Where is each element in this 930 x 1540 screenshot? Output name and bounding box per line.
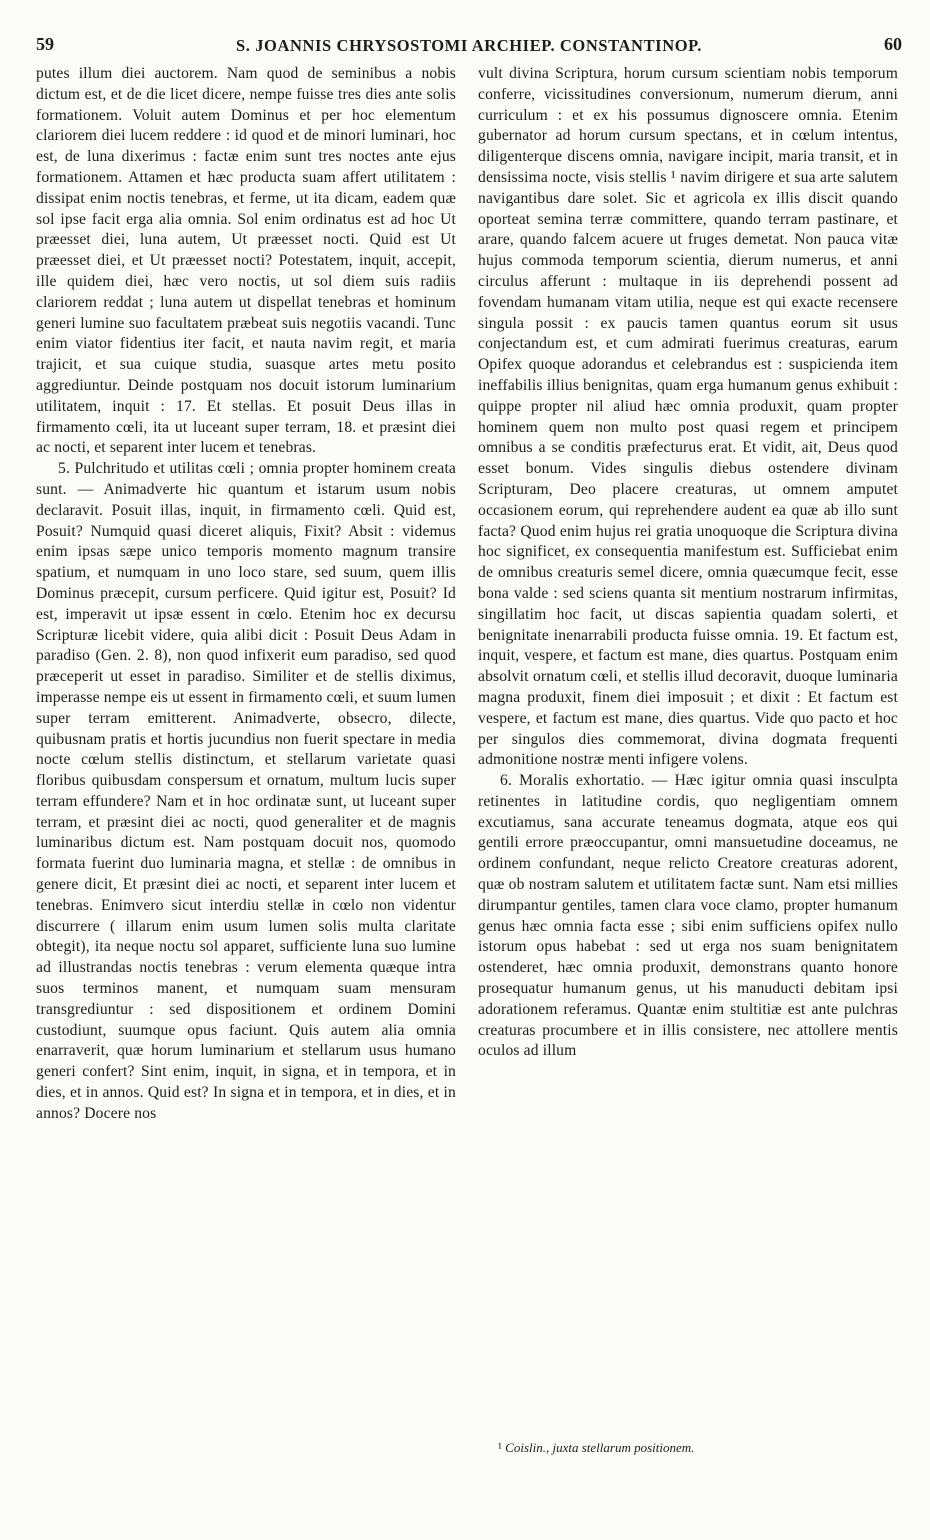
paragraph: vult divina Scriptura, horum cursum scientiam nobis temporum conferre, vicissitudines conversionum, numerum dierum, anni curriculum : et ex his possumus dignoscere omnia. Etenim gubernator ad horum cursum spectans, et in cœlum intentus, diligenterque discens omnia, navigare incipit, maria transit, et in densissima nocte, visis stellis ¹ navim dirigere et sua arte salutem navigantibus dare solet. Sic et agricola ex illis discit quando oporteat semina terræ committere, quando terram pastinare, et arare, quando falcem acuere ut fruges demetat. Non pauca vitæ hujus commoda temporum scientia, dierum numerus, et anni circulus afferunt : multaque in iis deprehendi possent ad fovendam humanam vitam utilia, neque est qui exacte recensere singula possit : ex paucis tamen quantus eorum sit usus conjectandum est, et cum admirati fuerimus creaturas, earum Opifex quoque adorandus et celebrandus est : suspicienda item ineffabilis illius benignitas, quam erga humanum genus exhibuit : quippe propter nil aliud hæc omnia produxit, quam propter hominem quem non multo post quasi regem et principem omnibus a se conditis præfecturus erat. Et vidit, ait, Deus quod esset bonum. Vides singulis diebus ostendere divinam Scripturam, Deo placere creaturas, ut omnem amputet occasionem eorum, qui reprehendere audent ea quæ ab illo sunt facta? Quod enim hujus rei gratia unoquoque die Scriptura divina hoc significet, ex consequentia manifestum est. Sufficiebat enim de omnibus creaturis semel dicere, omnia quæcumque fecit, esse bona valde : sed sciens quanta sit mentium nostrarum infirmitas, singillatim hoc facit, ut discas sapientia quadam solerti, et benignitate inenarrabili producta fuisse omnia. 19. Et factum est, inquit, vespere, et factum est mane, dies quartus. Postquam enim absolvit ornatum cœli, et stellis illud decoravit, duoque luminaria magna produxit, finem diei imposuit ; et dixit : Et factum est vespere, et factum est mane, dies quartus. Vide quo pacto et hoc per singulos dies commemorat, divina dogmata frequenti admonitione nostræ menti infigere volens. [478, 65, 898, 769]
paragraph: 5. Pulchritudo et utilitas cœli ; omnia propter hominem creata sunt. — Animadverte hic quantum et istarum usum nobis declaravit. Posuit illas, inquit, in firmamento cœli. Quid est, Posuit? Numquid quasi diceret aliquis, Fixit? Absit : videmus enim ipsas sæpe unico temporis momento magnum transire spatium, et numquam in uno loco stare, sed suum, quem illis Dominus præcepit, cursum perficere. Quid igitur est, Posuit? Id est, imperavit ut ipsæ essent in cœlo. Etenim hoc ex decursu Scripturæ licebit videre, quia alibi dicit : Posuit Deus Adam in paradiso (Gen. 2. 8), non quod infixerit eum paradiso, sed quod præceperit ut esset in paradiso. Similiter et de stellis diximus, imperasse nempe eis ut essent in firmamento cœli, et suum lumen super terram emitterent. Animadverte, obsecro, dilecte, quibusnam pratis et hortis jucundius non fuerit spectare in media nocte cœlum stellis distinctum, et stellarum varietate quasi floribus quibusdam conspersum et ornatum, multum lucis super terram effundere? Nam et in hoc ordinatæ sunt, ut luceant super terram, et præsint diei ac nocti, quod generaliter et de magnis luminaribus dictum est. Nam postquam docuit nos, quomodo formata fuerint duo luminaria magna, et stellæ : de omnibus in genere dicit, Et præsint diei ac nocti, et separent inter lucem et tenebras. Enimvero sicut interdiu stellæ in cœlo non videntur discurrere ( illarum enim usum lumen solis multa claritate obtegit), ita neque noctu sol apparet, sufficiente luna suo lumine ad illustrandas noctis tenebras : verum elementa quæque intra suos terminos manent, et numquam suam mensuram transgrediuntur : sed dispositionem et ordinem Domini custodiunt, suumque opus faciunt. Quis autem alia omnia enarraverit, quæ horum luminarium et stellarum usus humano generi confert? Sint enim, inquit, in signa, et in tempora, et in dies, et in annos. Quid est? In signa et in tempora, et in dies, et in annos? Docere nos [36, 460, 456, 1122]
paragraph: putes illum diei auctorem. Nam quod de seminibus a nobis dictum est, et de die licet dicere, nempe fuisse tres dies ante solis formationem. Voluit autem Dominus et per hoc elementum clariorem diei lucem reddere : id quod et de minori luminari, hoc est, de luna dixerimus : factæ enim sunt tres noctes ante ejus formationem. Attamen et hæc producta suam affert utilitatem : dissipat enim noctis tenebras, et ferme, ut ita dicam, eadem quæ sol ipse facit erga alia omnia. Sol enim ordinatus est ad hoc Ut præesset diei, luna autem, Ut præesset nocti. Quid est Ut præesset diei, et Ut præesset nocti? Potestatem, inquit, accepit, ille quidem diei, hæc vero noctis, ut sol diem suis radiis clariorem reddat ; luna autem ut dispellat tenebras et hominum generi lumine suo facultatem præbeat suis negotiis vacandi. Tunc enim viator fidentius iter facit, et nauta navim regit, et maria trajicit, et sua cuique studia, suasque artes metu posito aggrediuntur. Deinde postquam nos docuit istorum luminarium utilitatem, inquit : 17. Et stellas. Et posuit Deus illas in firmamento cœli, ita ut luceant super terram, 18. et præsint diei ac nocti, et separent inter lucem et tenebras. [36, 65, 456, 457]
page-number-left: 59 [36, 34, 54, 54]
page-number-right: 60 [884, 34, 902, 54]
running-title: S. JOANNIS CHRYSOSTOMI ARCHIEP. CONSTANTINOP. [235, 36, 703, 55]
footnote-text: Coislin., juxta stellarum positionem. [505, 1440, 695, 1455]
paragraph: 6. Moralis exhortatio. — Hæc igitur omnia quasi insculpta retinentes in latitudine cordis, quo negligentiam omnem excutiamus, sana accurate teneamus dogmata, atque eos qui gentili errore præoccupantur, omni mansuetudine doceamus, ne ordinem confundant, neque relicto Creatore creaturas adorent, quæ ob nostram salutem et utilitatem factæ sunt. Nam etsi millies dirumpantur gentiles, tamen clara voce clamo, propter humanum genus hæc omnia facta esse ; sibi enim sufficiens opifex nullo istorum opus habebat : sed ut erga nos suam benignitatem ostenderet, hæc omnia produxit, demonstrans quanto honore prosequatur humanum genus, ut his manuducti debitam ipsi adorationem referamus. Quantæ enim stultitiæ est ante pulchras creaturas procumbere et in illis consistere, nec attollere mentis oculos ad illum [478, 772, 898, 1060]
footnote-marker: ¹ [498, 1440, 502, 1455]
footnote [498, 1440, 898, 1456]
right-column [478, 64, 898, 1062]
running-header [36, 34, 902, 60]
left-column [36, 64, 456, 1125]
